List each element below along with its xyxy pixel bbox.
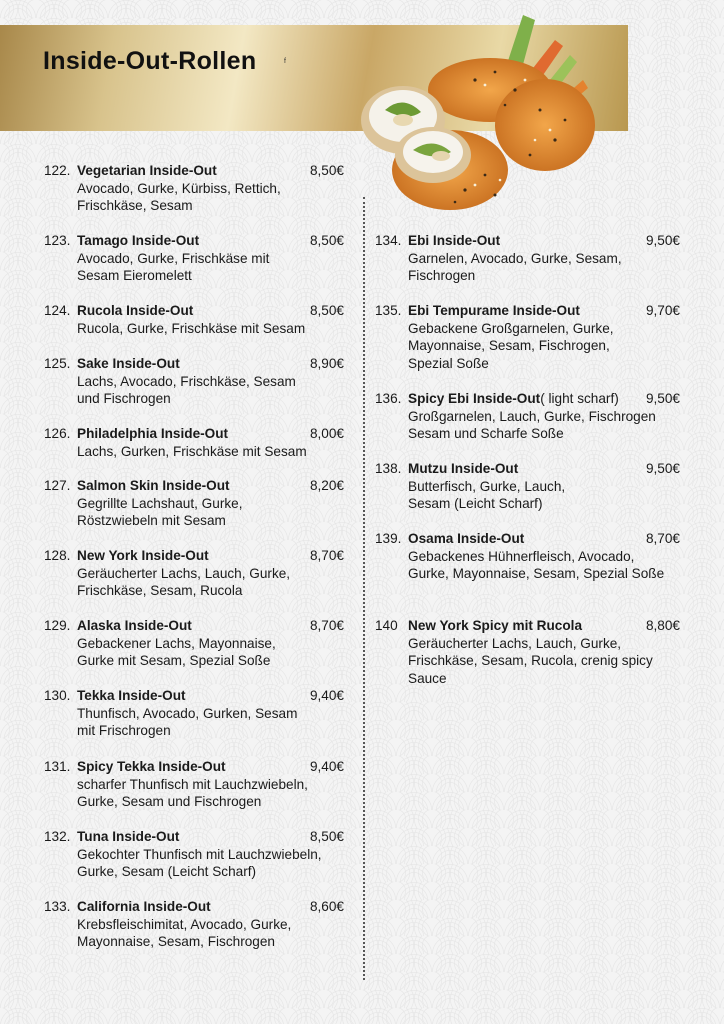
item-name: Philadelphia Inside-Out (77, 426, 229, 441)
column-divider (363, 197, 365, 980)
item-price: 8,80€ (645, 618, 680, 633)
item-name: Spicy Tekka Inside-Out (77, 759, 226, 774)
menu-item (375, 302, 680, 372)
item-price: 8,90€ (309, 356, 344, 371)
item-description: Geräucherter Lachs, Lauch, Gurke, Frischkäse, Sesam, Rucola (77, 565, 291, 598)
item-price: 9,40€ (309, 688, 344, 703)
menu-item (44, 302, 344, 337)
item-description: Butterfisch, Gurke, Lauch, Sesam (Leicht Scharf) (408, 478, 566, 511)
item-number: 134. (375, 233, 402, 248)
menu-item (375, 617, 680, 687)
menu-item (44, 617, 344, 670)
menu-item (44, 232, 344, 285)
item-name: Sake Inside-Out (77, 356, 180, 371)
item-description: Großgarnelen, Lauch, Gurke, Fischrogen Sesam und Scharfe Soße (408, 408, 656, 441)
item-description: Lachs, Gurken, Frischkäse mit Sesam (77, 443, 307, 459)
item-number: 125. (44, 356, 71, 371)
item-name: Alaska Inside-Out (77, 618, 192, 633)
item-price: 8,60€ (309, 899, 344, 914)
menu-item (44, 687, 344, 740)
item-price: 8,00€ (309, 426, 344, 441)
item-number: 127. (44, 478, 71, 493)
item-number: 124. (44, 303, 71, 318)
item-name: Ebi Inside-Out (408, 233, 501, 248)
item-name: California Inside-Out (77, 899, 211, 914)
menu-item (375, 232, 680, 285)
item-price: 8,70€ (309, 548, 344, 563)
item-description: Gegrillte Lachshaut, Gurke, Röstzwiebeln mit Sesam (77, 495, 243, 528)
menu-item (375, 460, 680, 513)
item-price: 8,70€ (645, 531, 680, 546)
item-description: Gebackenes Hühnerfleisch, Avocado, Gurke, Mayonnaise, Sesam, Spezial Soße (408, 548, 665, 581)
item-number: 122. (44, 163, 71, 178)
item-description: Rucola, Gurke, Frischkäse mit Sesam (77, 320, 306, 336)
menu-item (375, 390, 680, 443)
item-name: New York Inside-Out (77, 548, 209, 563)
menu-item (44, 547, 344, 600)
item-description: Gekochter Thunfisch mit Lauchzwiebeln, Gurke, Sesam (Leicht Scharf) (77, 846, 322, 879)
item-description: Avocado, Gurke, Frischkäse mit Sesam Eieromelett (77, 250, 270, 283)
item-price: 8,50€ (309, 829, 344, 844)
item-number: 133. (44, 899, 71, 914)
item-price: 8,70€ (309, 618, 344, 633)
item-price: 8,20€ (309, 478, 344, 493)
item-description: Lachs, Avocado, Frischkäse, Sesam und Fischrogen (77, 373, 296, 406)
menu-item (44, 828, 344, 881)
item-description: Avocado, Gurke, Kürbiss, Rettich, Frischkäse, Sesam (77, 180, 281, 213)
item-price: 9,50€ (645, 461, 680, 476)
item-name: Tamago Inside-Out (77, 233, 200, 248)
item-price: 8,50€ (309, 163, 344, 178)
item-number: 135. (375, 303, 402, 318)
item-name: Ebi Tempurame Inside-Out (408, 303, 580, 318)
menu-item (44, 477, 344, 530)
item-name: Tuna Inside-Out (77, 829, 180, 844)
item-description: Gebackener Lachs, Mayonnaise, Gurke mit Sesam, Spezial Soße (77, 635, 276, 668)
menu-item (44, 898, 344, 951)
item-description: Krebsfleischimitat, Avocado, Gurke, Mayonnaise, Sesam, Fischrogen (77, 916, 292, 949)
title-mark: f (284, 58, 286, 65)
item-price: 8,50€ (309, 233, 344, 248)
item-number: 140 (375, 618, 398, 633)
item-description: scharfer Thunfisch mit Lauchzwiebeln, Gurke, Sesam und Fischrogen (77, 776, 308, 809)
item-description: Geräucherter Lachs, Lauch, Gurke, Frischkäse, Sesam, Rucola, crenig spicy Sauce (408, 635, 653, 686)
item-number: 123. (44, 233, 71, 248)
item-number: 130. (44, 688, 71, 703)
item-note: ( light scharf) (540, 391, 619, 406)
menu-item (44, 425, 344, 460)
menu-item (44, 162, 344, 215)
item-description: Gebackene Großgarnelen, Gurke, Mayonnaise, Sesam, Fischrogen, Spezial Soße (408, 320, 614, 371)
menu-item (375, 530, 680, 583)
item-name: Mutzu Inside-Out (408, 461, 519, 476)
item-price: 9,40€ (309, 759, 344, 774)
item-name: Osama Inside-Out (408, 531, 525, 546)
item-number: 126. (44, 426, 71, 441)
page-title: Inside-Out-Rollen (43, 47, 257, 75)
item-number: 139. (375, 531, 402, 546)
item-number: 131. (44, 759, 71, 774)
menu-item (44, 355, 344, 408)
item-description: Garnelen, Avocado, Gurke, Sesam, Fischrogen (408, 250, 622, 283)
item-name: Salmon Skin Inside-Out (77, 478, 230, 493)
item-price: 8,50€ (309, 303, 344, 318)
sushi-rolls-image (355, 10, 615, 215)
item-name: Spicy Ebi Inside-Out (408, 391, 541, 406)
item-number: 128. (44, 548, 71, 563)
item-number: 132. (44, 829, 71, 844)
item-price: 9,70€ (645, 303, 680, 318)
item-name: New York Spicy mit Rucola (408, 618, 583, 633)
item-name: Tekka Inside-Out (77, 688, 186, 703)
item-number: 138. (375, 461, 402, 476)
item-price: 9,50€ (645, 233, 680, 248)
item-price: 9,50€ (645, 391, 680, 406)
item-name: Rucola Inside-Out (77, 303, 194, 318)
item-name: Vegetarian Inside-Out (77, 163, 217, 178)
menu-item (44, 758, 344, 811)
item-number: 136. (375, 391, 402, 406)
item-description: Thunfisch, Avocado, Gurken, Sesam mit Frischrogen (77, 705, 298, 738)
item-number: 129. (44, 618, 71, 633)
